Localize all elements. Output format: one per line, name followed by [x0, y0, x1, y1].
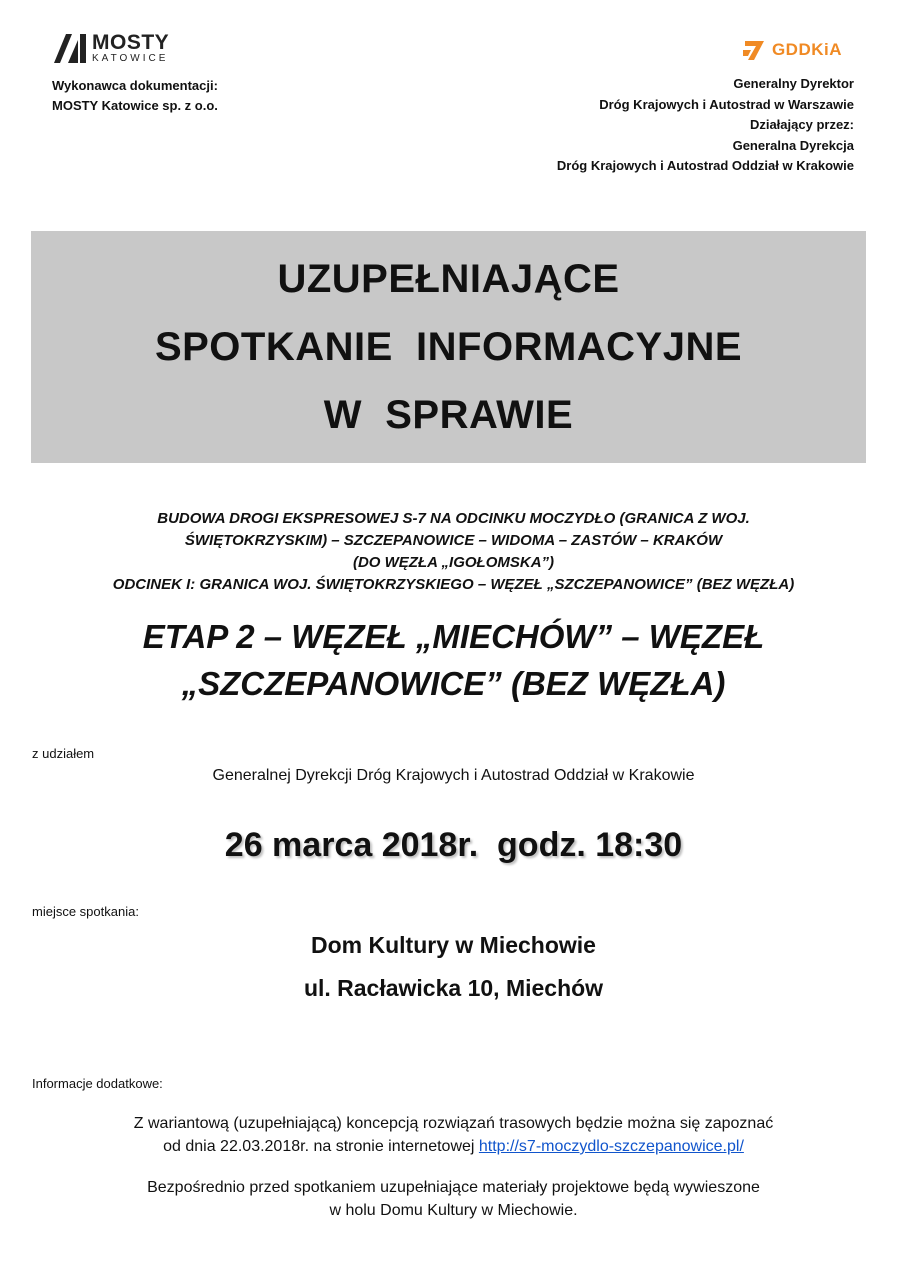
website-link[interactable]: http://s7-moczydlo-szczepanowice.pl/ — [478, 1138, 744, 1155]
contractor-line: Wykonawca dokumentacji: — [52, 78, 218, 93]
title-line: W SPRAWIE — [323, 393, 574, 437]
stage-line: „SZCZEPANOWICE” (BEZ WĘZŁA) — [181, 665, 726, 702]
participation-text: Generalnej Dyrekcji Dróg Krajowych i Autostrad Oddział w Krakowie — [212, 767, 695, 784]
info-paragraph-2 — [0, 1176, 907, 1222]
venue-label: miejsce spotkania: — [32, 904, 139, 919]
info-label: Informacje dodatkowe: — [32, 1076, 163, 1091]
mosty-logo-name: MOSTY — [92, 31, 170, 54]
venue-line: ul. Racławicka 10, Miechów — [303, 975, 604, 1001]
subject-line: BUDOWA DROGI EKSPRESOWEJ S-7 NA ODCINKU MOCZYDŁO (GRANICA Z WOJ. — [157, 510, 750, 527]
title-line: SPOTKANIE INFORMACYJNE — [154, 325, 743, 369]
client-line: Generalna Dyrekcja — [732, 137, 854, 153]
venue-block — [0, 924, 907, 1010]
gddkia-logo-icon — [742, 38, 768, 62]
client-line: Dróg Krajowych i Autostrad w Warszawie — [599, 96, 854, 112]
client-line: Generalny Dyrektor — [733, 76, 854, 91]
info-line-prefix: od dnia 22.03.2018r. na stronie internetowej — [163, 1138, 479, 1155]
client-block — [557, 74, 854, 177]
mosty-logo — [52, 30, 169, 66]
gddkia-logo-name: GDDKiA — [771, 40, 842, 59]
client-line: Dróg Krajowych i Autostrad Oddział w Krakowie — [556, 158, 854, 173]
client-line: Działający przez: — [749, 117, 854, 132]
info-line: w holu Domu Kultury w Miechowie. — [329, 1202, 578, 1219]
info-line: Bezpośrednio przed spotkaniem uzupełniające materiały projektowe będą wywieszone — [147, 1179, 760, 1196]
subject-line: (DO WĘZŁA „IGOŁOMSKA”) — [352, 554, 555, 571]
contractor-block — [52, 76, 218, 116]
stage-line: ETAP 2 – WĘZEŁ „MIECHÓW” – WĘZEŁ — [142, 618, 765, 655]
info-line — [0, 1135, 907, 1158]
meeting-datetime: 26 marca 2018r. godz. 18:30 — [224, 826, 683, 864]
venue-line: Dom Kultury w Miechowie — [311, 932, 596, 958]
mosty-logo-sub: KATOWICE — [92, 53, 169, 64]
participation-label: z udziałem — [32, 746, 95, 761]
info-line: Z wariantową (uzupełniającą) koncepcją rozwiązań trasowych będzie można się zapoznać — [133, 1115, 774, 1132]
subject-line: ŚWIĘTOKRZYSKIM) – SZCZEPANOWICE – WIDOMA – ZASTÓW – KRAKÓW — [184, 532, 723, 549]
subject-line: ODCINEK I: GRANICA WOJ. ŚWIĘTOKRZYSKIEGO – WĘZEŁ „SZCZEPANOWICE” (BEZ WĘZŁA) — [112, 576, 795, 593]
mosty-logo-icon — [52, 32, 88, 64]
title-banner — [31, 231, 866, 463]
contractor-line: MOSTY Katowice sp. z o.o. — [52, 98, 218, 113]
info-paragraph-1 — [0, 1112, 907, 1158]
gddkia-logo — [742, 38, 842, 62]
project-subject — [0, 508, 907, 596]
title-line: UZUPEŁNIAJĄCE — [277, 257, 620, 301]
stage-heading — [0, 613, 907, 707]
